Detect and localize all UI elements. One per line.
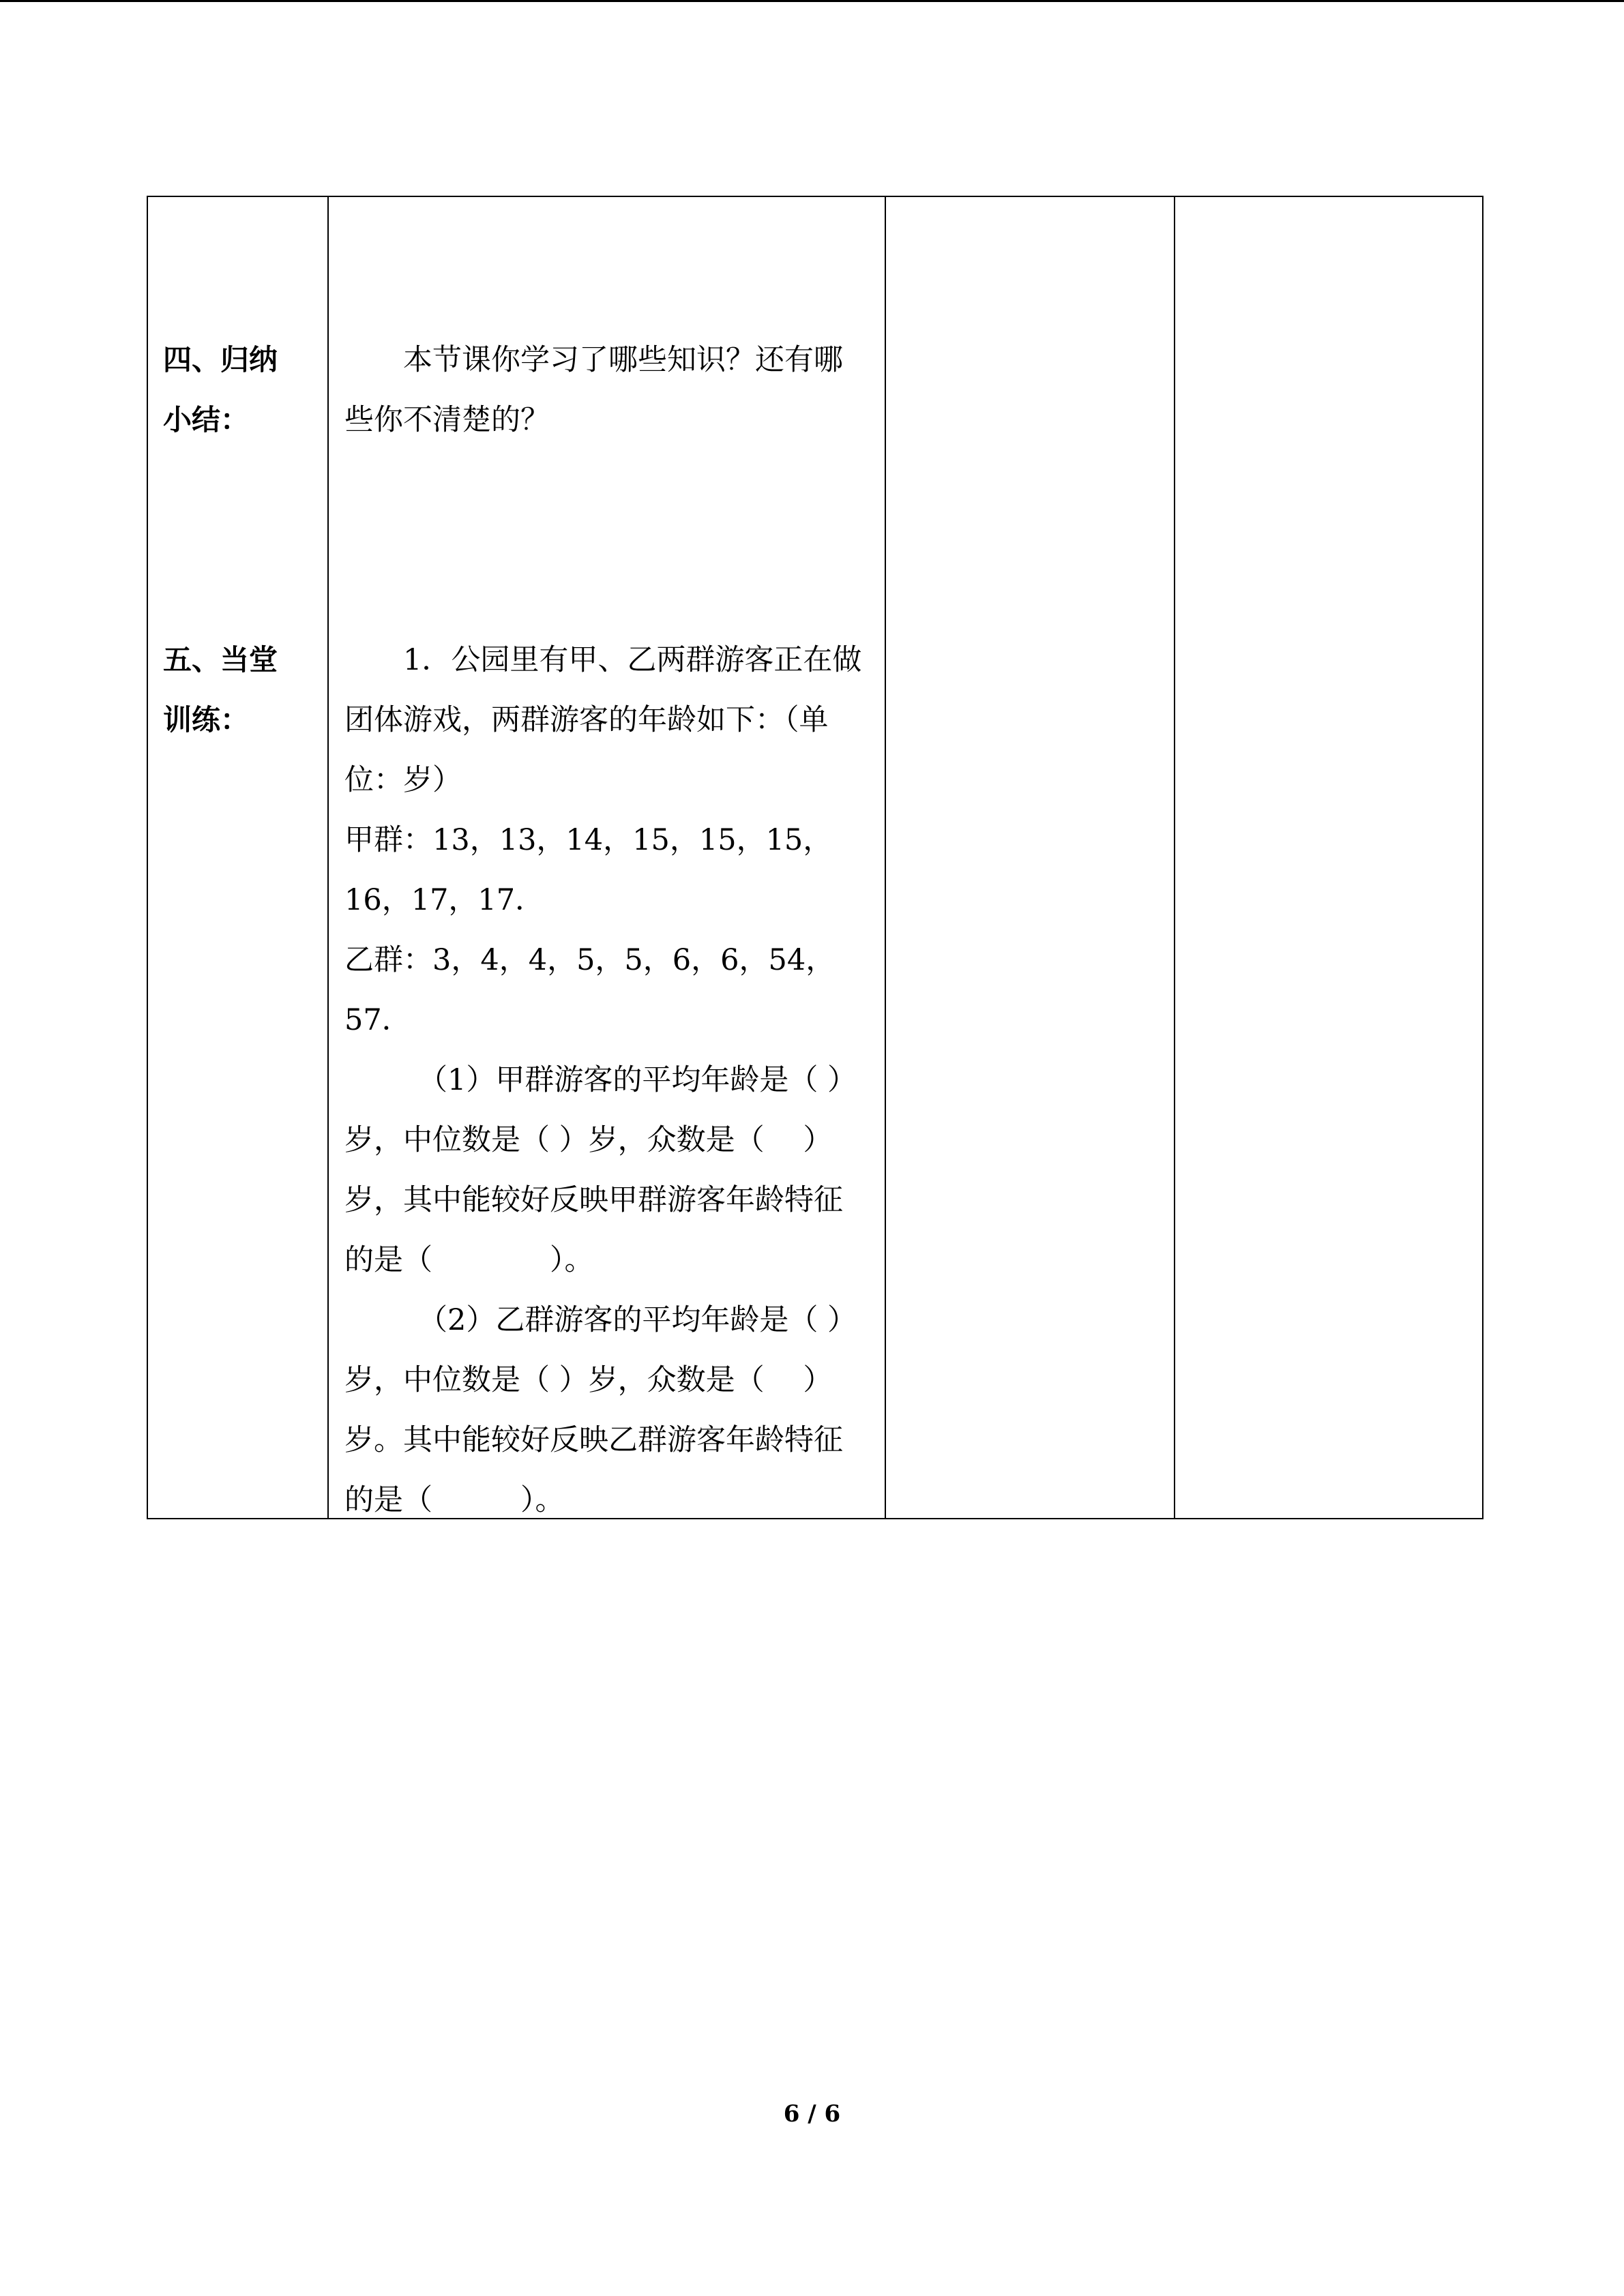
summary-question: 本节课你学习了哪些知识？还有哪些你不清楚的？: [344, 343, 843, 437]
empty-cell-teacher-activity: [885, 196, 1175, 1519]
section-label-practice: 五、当堂 训练：: [163, 643, 278, 736]
page-top-border: [0, 0, 1624, 2]
page-number: 6 / 6: [783, 2100, 841, 2128]
section-content-cell: [328, 196, 885, 1519]
practice-problem-intro: 1．公园里有甲、乙两群游客正在做团体游戏，两群游客的年龄如下：（单位：岁）: [344, 643, 862, 797]
empty-cell-notes: [1175, 196, 1483, 1519]
question-1: （1）甲群游客的平均年龄是（ ）岁，中位数是（ ）岁，众数是（ ）岁，其中能较好反映甲群游客年龄特征的是（ ）。: [344, 1063, 857, 1277]
section-label-cell: [147, 196, 328, 1519]
table-row: [147, 196, 1483, 1519]
summary-content: [344, 330, 863, 450]
section-label-summary: 四、归纳 小结：: [163, 343, 278, 436]
group-yi-ages: 乙群：3，4，4，5，5，6，6，54，57．: [344, 943, 836, 1037]
lesson-plan-table: [147, 196, 1483, 1519]
question-2: （2）乙群游客的平均年龄是（ ）岁，中位数是（ ）岁，众数是（ ）岁。其中能较好反映乙群游客年龄特征的是（ ）。: [344, 1303, 857, 1517]
group-jia-ages: 甲群：13，13，14，15，15，15，16，17，17．: [344, 823, 833, 917]
practice-content: [344, 630, 863, 1530]
